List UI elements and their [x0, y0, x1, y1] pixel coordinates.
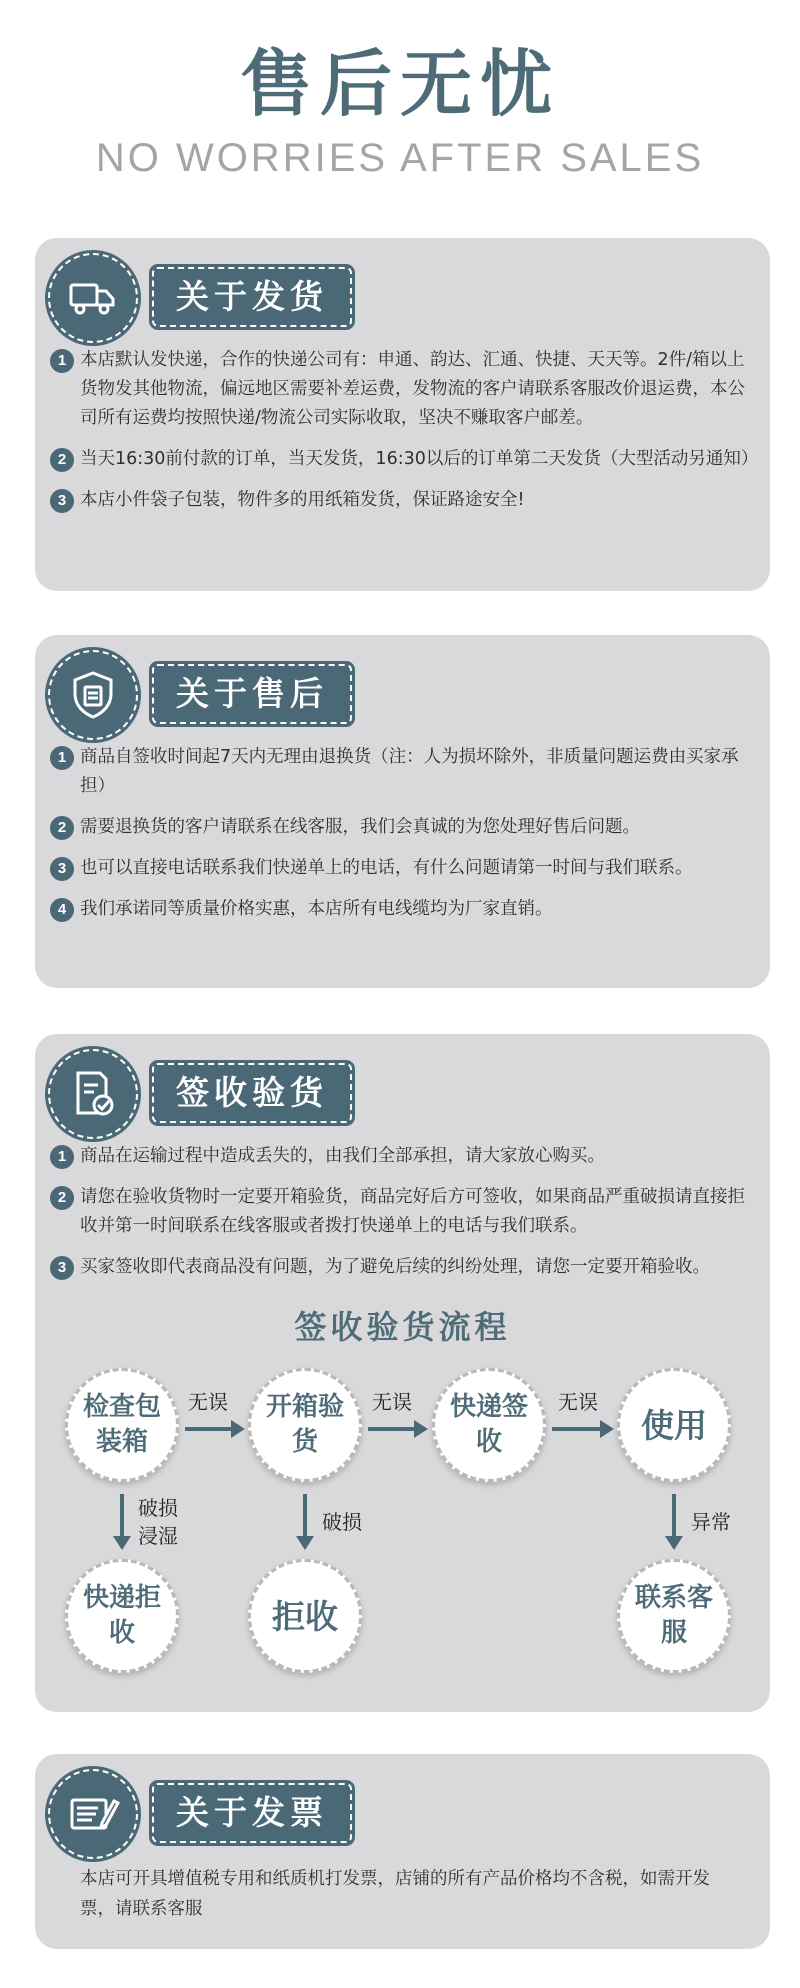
page-subtitle: NO WORRIES AFTER SALES	[95, 136, 705, 180]
shipping-heading: 关于发货	[152, 267, 352, 327]
item-number: 2	[50, 1186, 74, 1210]
flow-node-courier-reject: 快递拒收	[65, 1559, 179, 1673]
receipt-panel	[35, 1034, 770, 1712]
flow-node-check: 检查包装箱	[65, 1368, 179, 1482]
flow-node-contact: 联系客服	[617, 1559, 731, 1673]
item-number: 2	[50, 448, 74, 472]
item-text: 当天16:30前付款的订单，当天发货，16:30以后的订单第二天发货（大型活动另通知）	[80, 449, 759, 469]
item-text: 本店小件袋子包装，物件多的用纸箱发货，保证路途安全!	[80, 490, 525, 510]
flow-node-open: 开箱验货	[248, 1368, 362, 1482]
list-item	[50, 1253, 760, 1282]
shipping-list	[50, 346, 760, 527]
after-sales-panel	[35, 635, 770, 988]
item-text: 请您在验收货物时一定要开箱验货，商品完好后方可签收，如果商品严重破损请直接拒收并第一时间联系在线客服或者拨打快递单上的电话与我们联系。	[80, 1187, 745, 1236]
item-text: 我们承诺同等质量价格实惠，本店所有电线缆均为厂家直销。	[80, 899, 553, 919]
item-text: 需要退换货的客户请联系在线客服，我们会真诚的为您处理好售后问题。	[80, 817, 640, 837]
flow-label-damaged-wet: 破损 浸湿	[138, 1496, 178, 1548]
invoice-pen-icon	[48, 1769, 138, 1859]
item-text: 商品自签收时间起7天内无理由退换货（注：人为损坏除外，非质量问题运费由买家承担）	[80, 747, 739, 796]
shield-shop-icon	[48, 650, 138, 740]
list-item	[50, 743, 760, 801]
item-text: 商品在运输过程中造成丢失的，由我们全部承担，请大家放心购买。	[80, 1146, 605, 1166]
flow-arrow-right	[185, 1427, 233, 1431]
receipt-heading: 签收验货	[152, 1063, 352, 1123]
flow-arrow-down	[120, 1494, 124, 1538]
list-item	[50, 346, 760, 433]
flow-label-abnormal: 异常	[691, 1510, 731, 1534]
flow-arrow-down	[672, 1494, 676, 1538]
flow-arrow-right	[552, 1427, 602, 1431]
item-text: 也可以直接电话联系我们快递单上的电话，有什么问题请第一时间与我们联系。	[80, 858, 693, 878]
item-number: 4	[50, 898, 74, 922]
list-item	[50, 854, 760, 883]
flow-label-ok: 无误	[372, 1390, 412, 1414]
item-number: 3	[50, 857, 74, 881]
item-number: 2	[50, 816, 74, 840]
after-sales-heading: 关于售后	[152, 664, 352, 724]
flow-arrow-right	[368, 1427, 416, 1431]
list-item	[50, 445, 760, 474]
flow-label-damaged: 破损	[322, 1510, 362, 1534]
flow-arrow-down	[303, 1494, 307, 1538]
list-item	[50, 895, 760, 924]
list-item	[50, 1142, 760, 1171]
item-number: 1	[50, 349, 74, 373]
after-sales-list	[50, 743, 760, 936]
list-item	[50, 486, 760, 515]
receipt-list	[50, 1142, 760, 1294]
item-text: 本店默认发快递，合作的快递公司有：申通、韵达、汇通、快捷、天天等。2件/箱以上货物发其他物流，偏远地区需要补差运费，发物流的客户请联系客服改价退运费，本公司所有运费均按照快递/物流公司实际收取，坚决不赚取客户邮差。	[80, 350, 745, 428]
item-number: 3	[50, 489, 74, 513]
item-text: 买家签收即代表商品没有问题，为了避免后续的纠纷处理，请您一定要开箱验收。	[80, 1257, 710, 1277]
page-title: 售后无忧	[239, 42, 560, 126]
flow-node-sign: 快递签收	[432, 1368, 546, 1482]
shipping-panel	[35, 238, 770, 591]
flow-node-use: 使用	[617, 1368, 731, 1482]
item-number: 3	[50, 1256, 74, 1280]
document-check-icon	[48, 1049, 138, 1139]
invoice-heading: 关于发票	[152, 1783, 352, 1843]
item-number: 1	[50, 1145, 74, 1169]
invoice-panel	[35, 1754, 770, 1949]
list-item	[50, 813, 760, 842]
list-item	[50, 1183, 760, 1241]
flow-label-ok: 无误	[558, 1390, 598, 1414]
item-number: 1	[50, 746, 74, 770]
flow-label-ok: 无误	[188, 1390, 228, 1414]
truck-icon	[48, 253, 138, 343]
invoice-text: 本店可开具增值税专用和纸质机打发票，店铺的所有产品价格均不含税，如需开发票，请联系客服	[80, 1869, 710, 1919]
flow-title: 签收验货流程	[294, 1308, 511, 1346]
flow-node-reject: 拒收	[248, 1559, 362, 1673]
